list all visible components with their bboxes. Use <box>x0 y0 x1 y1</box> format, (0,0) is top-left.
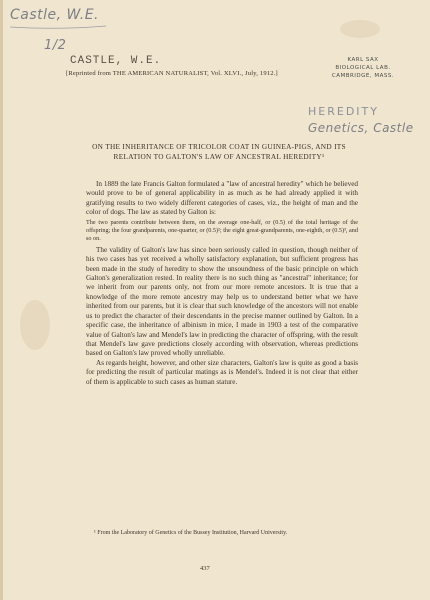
paper-stain <box>340 20 380 38</box>
paper-stain <box>20 300 50 350</box>
author-line: CASTLE, W.E. <box>70 55 162 67</box>
handwritten-subject: Genetics, Castle <box>308 121 414 135</box>
page-number: 437 <box>200 565 210 572</box>
paragraph: As regards height, however, and other size characters, Galton's law is quite as good a basis for predicting the result of particular matings as is Mendel's. Indeed it is not clear that either of them is applicable to such cases as human stature. <box>86 358 358 386</box>
paragraph: In 1889 the late Francis Galton formulated a "law of ancestral heredity" which he believed would prove to be of general applicability in as much as he had already applied it with gratifying results to two widely different categories of cases, viz., the height of man and the color of dogs. The law as stated by Galton is: <box>86 180 358 217</box>
article-title: ON THE INHERITANCE OF TRICOLOR COAT IN GUINEA-PIGS, AND ITS RELATION TO GALTON'S LAW OF ANCESTRAL HEREDITY¹ <box>92 142 346 161</box>
reprint-citation: [Reprinted from THE AMERICAN NATURALIST, Vol. XLVI., July, 1912.] <box>66 70 278 77</box>
heredity-stamp: HEREDITY <box>308 105 379 118</box>
paragraph: The validity of Galton's law has since been seriously called in question, though neither of his two cases has yet received a wholly satisfactory explanation, but sufficient progress has been made in the study of heredity to show the unsoundness of the basic principle on which Galton's generalization rested. In reality there is no such thing as "ancestral" inheritance; for we inherit from our parents only, not from our more remote ancestors. It is true that a knowledge of the more remote ancestry may help us to understand better what we have inherited from our parents, but it is clear that such knowledge of the ancestors will not enable us to predict the character of their descendants in the precise manner outlined by Galton. In a specific case, the inheritance of albinism in mice, I made in 1903 a test of the comparative value of Galton's law and Mendel's law in predicting the character of offspring, with the result that Mendel's law gave predictions closely according with observation, whereas predictions based on Galton's law proved wholly unreliable. <box>86 245 358 358</box>
handwritten-fraction: 1/2 <box>44 38 67 53</box>
stamp-line: KARL SAX <box>347 57 379 63</box>
page-edge <box>0 0 3 600</box>
stamp-line: BIOLOGICAL LAB. <box>335 65 391 71</box>
quotation: The two parents contribute between them, on the average one-half, or (0.5) of the total heritage of the offspring; the four grandparents, one-quarter, or (0.5)²; the eight great-grandparents, one-eighth, or (0.5)³, and so on. <box>86 218 358 243</box>
pencil-underline <box>10 7 106 29</box>
library-stamp <box>318 56 408 80</box>
footnote: ¹ From the Laboratory of Genetics of the Bussey Institution, Harvard University. <box>94 530 288 536</box>
stamp-line: CAMBRIDGE, MASS. <box>331 73 395 79</box>
article-body <box>86 180 358 387</box>
handwritten-name: Castle, W.E. <box>10 7 99 23</box>
